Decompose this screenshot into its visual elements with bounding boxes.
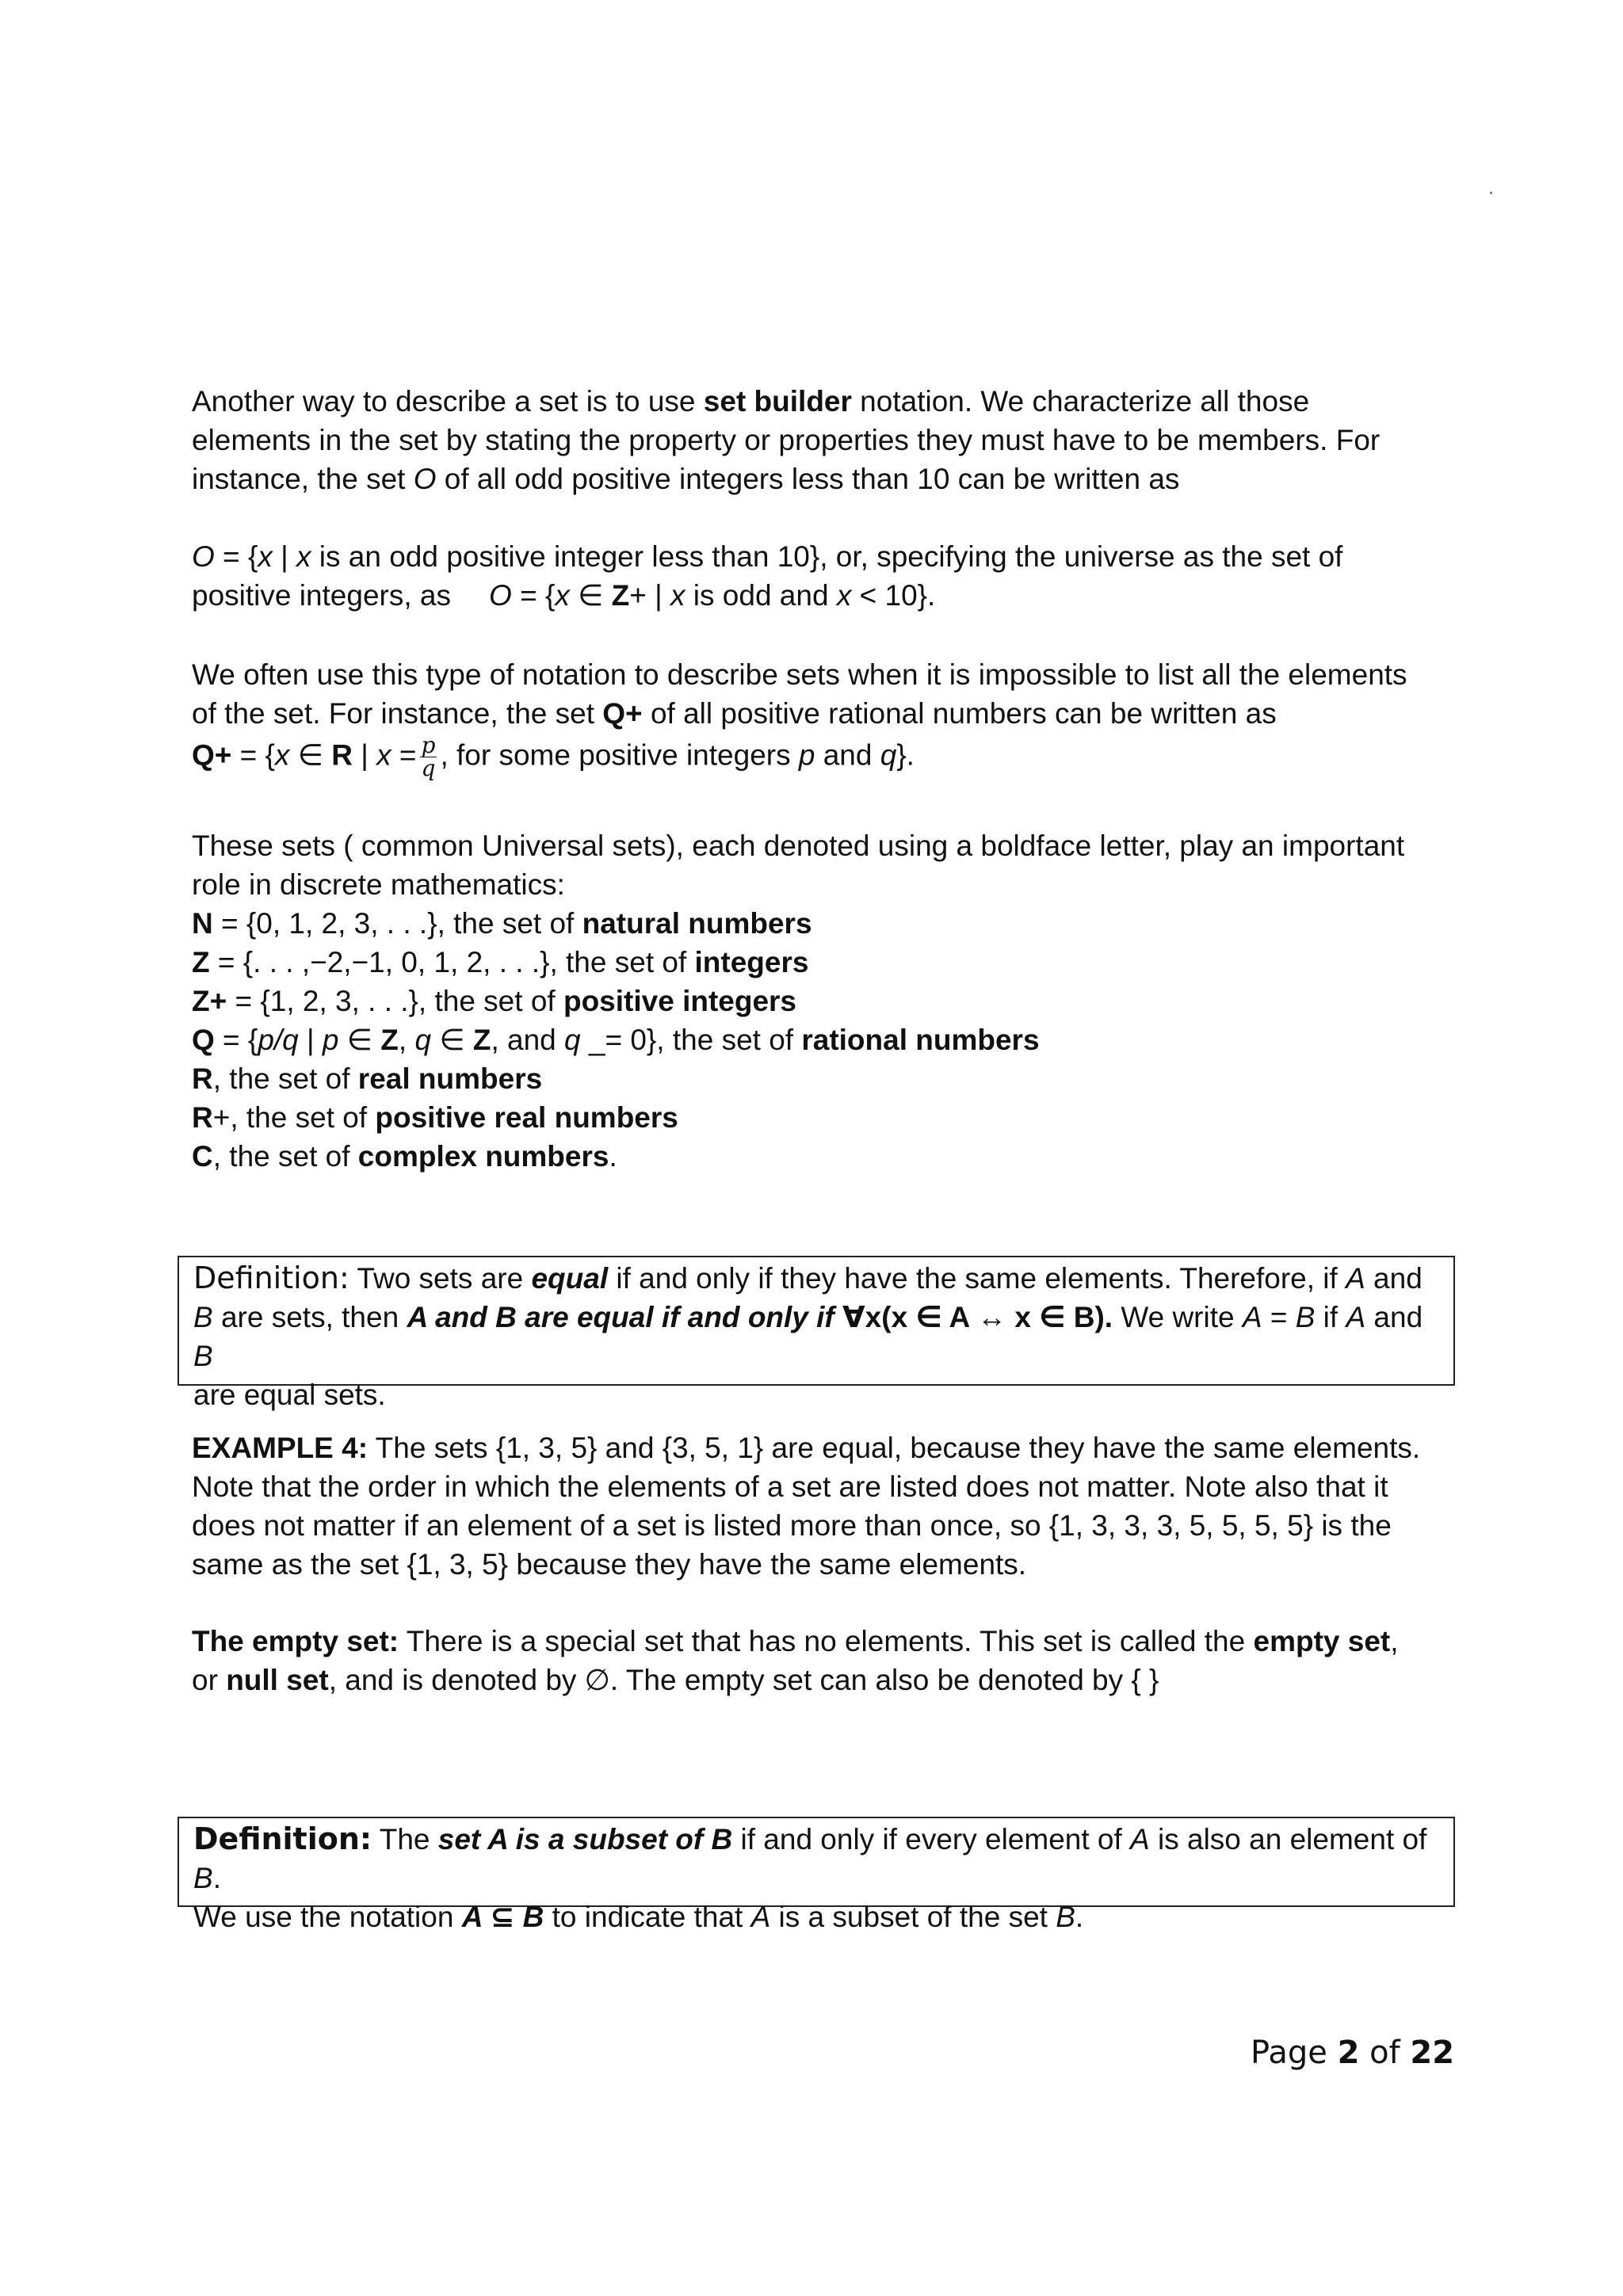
formula: ∀x(x ∈ A ↔ x ∈ B). [842, 1301, 1113, 1333]
var: p/q [258, 1024, 299, 1056]
text: = [1262, 1301, 1296, 1333]
term-equal: equal [531, 1262, 609, 1295]
text: is an odd positive integer less than 10}, or, specifying the universe as the set of [311, 540, 1343, 573]
term: positive real numbers [375, 1101, 678, 1134]
statement: set A is a subset of B [437, 1823, 733, 1855]
var: x [274, 738, 290, 772]
symbol: C [192, 1140, 213, 1173]
text: to indicate that [544, 1901, 751, 1933]
text-line: does not matter if an element of a set is listed more than once, so {1, 3, 3, 3, 5, 5, 5, 5} is the [192, 1509, 1392, 1542]
text-line: elements in the set by stating the property or properties they must have to be members. For [192, 424, 1381, 456]
text: if and only if every element of [732, 1823, 1131, 1855]
text: or [192, 1664, 227, 1696]
text-line: We often use this type of notation to describe sets when it is impossible to list all the elements [192, 658, 1407, 691]
text: + | [629, 579, 671, 612]
fraction-denominator: q [421, 755, 436, 781]
term: rational numbers [801, 1024, 1040, 1056]
text: ∈ [569, 579, 612, 612]
text: The sets {1, 3, 5} and {3, 5, 1} are equal, because they have the same elements. [368, 1432, 1421, 1464]
text: = { [511, 579, 556, 612]
text: , [398, 1024, 415, 1056]
var: B [193, 1862, 213, 1894]
of-word: of [1359, 2035, 1411, 2071]
var: A [1346, 1262, 1365, 1295]
var: x [836, 579, 852, 612]
text: < 10}. [851, 579, 936, 612]
text: We use the notation [193, 1901, 462, 1933]
symbol: Z [192, 946, 210, 978]
var: O [192, 540, 215, 573]
var: x [296, 540, 311, 573]
definition-box-equal-sets [178, 1256, 1455, 1411]
text: | [298, 1024, 323, 1056]
fraction-numerator: p [421, 732, 436, 758]
text: We write [1113, 1301, 1243, 1333]
text: ∈ [338, 1024, 381, 1056]
text: and [815, 738, 880, 772]
text: and [1365, 1301, 1423, 1333]
text: notation. We characterize all those [851, 385, 1310, 418]
var: B [1056, 1901, 1075, 1933]
symbol: Q+ [602, 697, 643, 730]
text: _= 0}, the set of [580, 1024, 802, 1056]
var: q [564, 1024, 581, 1056]
text: of all odd positive integers less than 10 can be written as [436, 463, 1180, 495]
text: , the set of [212, 1140, 358, 1173]
text: = {0, 1, 2, 3, . . .}, the set of [212, 907, 582, 940]
text: of the set. For instance, the set [192, 697, 603, 730]
text: of all positive rational numbers can be written as [642, 697, 1277, 730]
var: x [670, 579, 685, 612]
term-set-builder: set builder [703, 385, 852, 418]
symbol: N [192, 907, 213, 940]
text: = {1, 2, 3, . . .}, the set of [227, 985, 563, 1017]
term: positive integers [563, 985, 796, 1017]
text-line: are equal sets. [193, 1379, 386, 1411]
statement: A and B are equal if and only if [407, 1301, 843, 1333]
symbol: Q+ [192, 738, 232, 772]
text: Two sets are [349, 1262, 532, 1295]
list-item-real [192, 1059, 1460, 1098]
text: ∈ [431, 1024, 473, 1056]
text-line: Note that the order in which the elements of a set are listed does not matter. Note also that it [192, 1470, 1388, 1503]
symbol: Z [472, 1024, 491, 1056]
paragraph-rational-example [192, 655, 1460, 780]
symbol: R [331, 738, 353, 772]
term-null-set: null set [226, 1664, 329, 1696]
var: A [1346, 1301, 1366, 1333]
var: O [489, 579, 512, 612]
page-word: Page [1251, 2035, 1338, 2071]
paragraph-example-4 [192, 1428, 1460, 1584]
text-line: role in discrete mathematics: [192, 868, 565, 901]
text: and [1365, 1262, 1423, 1295]
var: x [376, 738, 391, 772]
var: q [414, 1024, 432, 1056]
term: integers [694, 946, 809, 978]
text: = { [214, 540, 258, 573]
term-empty-set: empty set [1253, 1625, 1391, 1657]
text: . [609, 1140, 617, 1173]
text-line: These sets ( common Universal sets), each denoted using a boldface letter, play an important [192, 830, 1405, 862]
var: x [258, 540, 273, 573]
text: Another way to describe a set is to use [192, 385, 704, 418]
text-line: same as the set {1, 3, 5} because they have the same elements. [192, 1548, 1027, 1581]
var: p [322, 1024, 339, 1056]
text: is odd and [685, 579, 837, 612]
term: real numbers [357, 1062, 543, 1095]
text: The [372, 1823, 438, 1855]
text: = {. . . ,−2,−1, 0, 1, 2, . . .}, the set of [209, 946, 695, 978]
symbol: Z+ [192, 985, 227, 1017]
text: is also an element of [1149, 1823, 1427, 1855]
symbol: Q [192, 1024, 215, 1056]
subset-notation: A ⊆ B [461, 1901, 544, 1933]
definition-box-subset [178, 1817, 1455, 1933]
symbol: R [192, 1062, 213, 1095]
text: instance, the set [192, 463, 414, 495]
example-label: EXAMPLE 4: [192, 1432, 369, 1464]
list-item-integers [192, 943, 1460, 982]
text: +, the set of [212, 1101, 376, 1134]
paragraph-odd-set-example [192, 537, 1460, 615]
var: x [555, 579, 570, 612]
text: if [1315, 1301, 1346, 1333]
text: , and [491, 1024, 565, 1056]
text: = { [214, 1024, 258, 1056]
paragraph-set-builder-intro [192, 382, 1460, 498]
symbol: R [192, 1101, 213, 1134]
paragraph-empty-set [192, 1622, 1460, 1699]
var: B [1295, 1301, 1316, 1333]
current-page: 2 [1337, 2035, 1360, 2071]
term: complex numbers [357, 1140, 609, 1173]
var: A [750, 1901, 771, 1933]
var: B [193, 1340, 213, 1372]
list-item-natural [192, 904, 1460, 943]
var: A [1130, 1823, 1150, 1855]
definition-label: Definition: [193, 1261, 349, 1295]
var: q [880, 738, 897, 772]
symbol: Z [380, 1024, 399, 1056]
list-item-positive-real [192, 1098, 1460, 1137]
text: . [1075, 1901, 1084, 1933]
var: A [1242, 1301, 1262, 1333]
page-number [1251, 2035, 1454, 2071]
text: , for some positive integers [440, 738, 799, 772]
total-pages: 22 [1410, 2035, 1455, 2071]
list-item-positive-integers [192, 982, 1460, 1020]
text: ∈ [289, 738, 332, 772]
scan-mark [1490, 192, 1492, 194]
text: There is a special set that has no elements. This set is called the [399, 1625, 1254, 1657]
definition-label: Definition: [193, 1821, 372, 1856]
text: is a subset of the set [770, 1901, 1056, 1933]
text: are sets, then [212, 1301, 407, 1333]
symbol: Z [611, 579, 630, 612]
text: . [212, 1862, 221, 1894]
list-item-rational [192, 1020, 1460, 1059]
text: if and only if they have the same elements. Therefore, if [608, 1262, 1346, 1295]
text: = [391, 738, 417, 772]
list-item-complex [192, 1137, 1460, 1176]
text: positive integers, as [192, 579, 452, 612]
text: , the set of [212, 1062, 358, 1095]
term: natural numbers [582, 907, 812, 940]
text: = { [231, 738, 275, 772]
text: , [1390, 1625, 1399, 1657]
var: p [798, 738, 815, 772]
paragraph-universal-sets [192, 826, 1460, 1176]
text: | [272, 540, 296, 573]
text: | [352, 738, 377, 772]
var: B [193, 1301, 213, 1333]
var: O [413, 463, 437, 495]
text: , and is denoted by ∅. The empty set can also be denoted by { } [328, 1664, 1159, 1696]
empty-set-label: The empty set: [192, 1625, 399, 1657]
fraction-p-over-q [420, 734, 437, 780]
text: }. [896, 738, 915, 772]
